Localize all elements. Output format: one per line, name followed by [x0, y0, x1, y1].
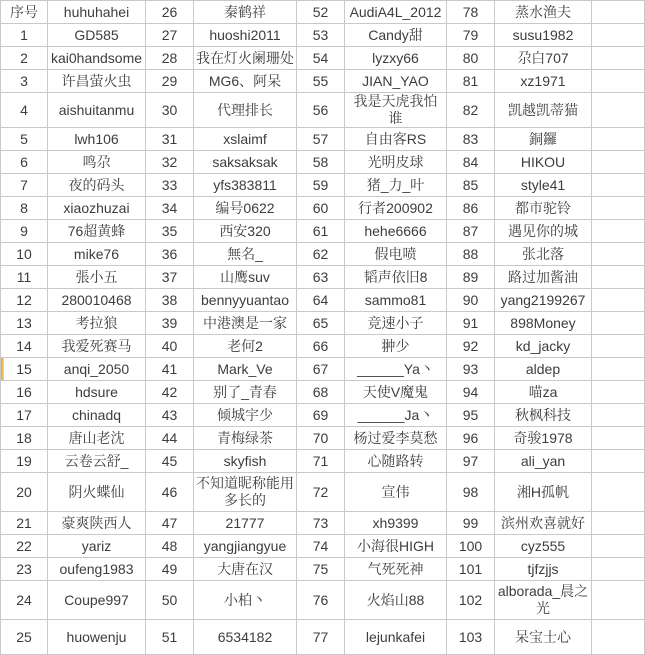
serial-cell[interactable]: 103 — [447, 620, 495, 655]
serial-cell[interactable]: 84 — [447, 151, 495, 174]
username-cell[interactable]: 我是天虎我怕谁 — [345, 93, 447, 128]
username-cell[interactable]: tjfzjjs — [495, 558, 592, 581]
serial-cell[interactable]: 94 — [447, 381, 495, 404]
serial-cell[interactable]: 55 — [297, 70, 345, 93]
table-row — [1, 70, 645, 93]
serial-cell[interactable]: 76 — [297, 581, 345, 620]
username-cell[interactable]: 鸣尕 — [48, 151, 146, 174]
empty-cell[interactable] — [592, 1, 645, 24]
serial-cell[interactable]: 18 — [1, 427, 48, 450]
username-cell[interactable]: 奇骏1978 — [495, 427, 592, 450]
username-cell[interactable]: 凯越凯蒂猫 — [495, 93, 592, 128]
empty-cell[interactable] — [592, 335, 645, 358]
username-cell[interactable]: 張小五 — [48, 266, 146, 289]
serial-cell[interactable]: 50 — [146, 581, 194, 620]
username-cell[interactable]: 西安320 — [194, 220, 297, 243]
username-cell[interactable]: 豪爽陕西人 — [48, 512, 146, 535]
serial-cell[interactable]: 40 — [146, 335, 194, 358]
username-cell[interactable]: AudiA4L_2012 — [345, 1, 447, 24]
username-cell[interactable]: 自由客RS — [345, 128, 447, 151]
serial-cell[interactable]: 48 — [146, 535, 194, 558]
serial-cell[interactable]: 21 — [1, 512, 48, 535]
serial-cell[interactable]: 67 — [297, 358, 345, 381]
serial-cell[interactable]: 44 — [146, 427, 194, 450]
serial-cell[interactable]: 47 — [146, 512, 194, 535]
username-cell[interactable]: 銅鑼 — [495, 128, 592, 151]
username-cell[interactable]: 编号0622 — [194, 197, 297, 220]
serial-cell[interactable]: 66 — [297, 335, 345, 358]
username-cell[interactable]: 行者200902 — [345, 197, 447, 220]
serial-cell[interactable]: 56 — [297, 93, 345, 128]
serial-cell[interactable]: 46 — [146, 473, 194, 512]
serial-cell[interactable]: 5 — [1, 128, 48, 151]
username-cell[interactable]: 秋枫科技 — [495, 404, 592, 427]
username-cell[interactable]: 我在灯火阑珊处 — [194, 47, 297, 70]
username-cell[interactable]: xslaimf — [194, 128, 297, 151]
username-cell[interactable]: yariz — [48, 535, 146, 558]
username-cell[interactable]: Mark_Ve — [194, 358, 297, 381]
serial-cell[interactable]: 16 — [1, 381, 48, 404]
table-row — [1, 151, 645, 174]
username-cell[interactable]: 猪_力_叶 — [345, 174, 447, 197]
serial-cell[interactable]: 36 — [146, 243, 194, 266]
serial-cell[interactable]: 14 — [1, 335, 48, 358]
serial-cell[interactable]: 78 — [447, 1, 495, 24]
username-cell[interactable]: ______Ya丶 — [345, 358, 447, 381]
username-cell[interactable]: 火焰山88 — [345, 581, 447, 620]
username-cell[interactable]: huhuhahei — [48, 1, 146, 24]
empty-cell[interactable] — [592, 24, 645, 47]
serial-cell[interactable]: 33 — [146, 174, 194, 197]
username-cell[interactable]: 翀少 — [345, 335, 447, 358]
serial-cell[interactable]: 2 — [1, 47, 48, 70]
serial-cell[interactable]: 53 — [297, 24, 345, 47]
serial-cell[interactable]: 17 — [1, 404, 48, 427]
username-cell[interactable]: yang2199267 — [495, 289, 592, 312]
serial-cell[interactable]: 39 — [146, 312, 194, 335]
table-row — [1, 535, 645, 558]
serial-cell[interactable]: 41 — [146, 358, 194, 381]
serial-cell[interactable]: 52 — [297, 1, 345, 24]
serial-cell[interactable]: 24 — [1, 581, 48, 620]
username-cell[interactable]: 考拉狼 — [48, 312, 146, 335]
username-cell[interactable]: 宣伟 — [345, 473, 447, 512]
username-cell[interactable]: chinadq — [48, 404, 146, 427]
username-cell[interactable]: susu1982 — [495, 24, 592, 47]
serial-cell[interactable]: 19 — [1, 450, 48, 473]
serial-cell[interactable]: 85 — [447, 174, 495, 197]
username-cell[interactable]: cyz555 — [495, 535, 592, 558]
table-row — [1, 404, 645, 427]
serial-cell[interactable]: 58 — [297, 151, 345, 174]
serial-cell[interactable]: 15 — [1, 358, 48, 381]
table-row — [1, 289, 645, 312]
table-row — [1, 473, 645, 512]
table-row — [1, 358, 645, 381]
empty-cell[interactable] — [592, 358, 645, 381]
serial-cell[interactable]: 65 — [297, 312, 345, 335]
username-cell[interactable]: aldep — [495, 358, 592, 381]
username-cell[interactable]: kd_jacky — [495, 335, 592, 358]
table-row — [1, 312, 645, 335]
empty-cell[interactable] — [592, 581, 645, 620]
username-cell[interactable]: 喵za — [495, 381, 592, 404]
username-cell[interactable]: 小柏丶 — [194, 581, 297, 620]
username-cell[interactable]: kai0handsome — [48, 47, 146, 70]
serial-cell[interactable]: 10 — [1, 243, 48, 266]
username-cell[interactable]: yangjiangyue — [194, 535, 297, 558]
username-cell[interactable]: sammo81 — [345, 289, 447, 312]
empty-cell[interactable] — [592, 312, 645, 335]
username-cell[interactable]: 青梅绿茶 — [194, 427, 297, 450]
username-cell[interactable]: MG6、阿呆 — [194, 70, 297, 93]
serial-cell[interactable]: 61 — [297, 220, 345, 243]
serial-cell[interactable]: 70 — [297, 427, 345, 450]
empty-cell[interactable] — [592, 266, 645, 289]
username-cell[interactable]: saksaksak — [194, 151, 297, 174]
serial-cell[interactable]: 95 — [447, 404, 495, 427]
serial-cell[interactable]: 101 — [447, 558, 495, 581]
serial-cell[interactable]: 11 — [1, 266, 48, 289]
username-cell[interactable]: 云卷云舒_ — [48, 450, 146, 473]
username-cell[interactable]: lejunkafei — [345, 620, 447, 655]
serial-cell[interactable]: 102 — [447, 581, 495, 620]
username-cell[interactable]: 天使V魔鬼 — [345, 381, 447, 404]
username-cell[interactable]: 我爱死赛马 — [48, 335, 146, 358]
table-row — [1, 558, 645, 581]
serial-cell[interactable]: 100 — [447, 535, 495, 558]
table-row — [1, 581, 645, 620]
username-cell[interactable]: 代理排长 — [194, 93, 297, 128]
username-cell[interactable]: 秦鹤祥 — [194, 1, 297, 24]
username-cell[interactable]: 许昌萤火虫 — [48, 70, 146, 93]
username-cell[interactable]: GD585 — [48, 24, 146, 47]
empty-cell[interactable] — [592, 243, 645, 266]
serial-cell[interactable]: 72 — [297, 473, 345, 512]
serial-cell[interactable]: 99 — [447, 512, 495, 535]
serial-cell[interactable]: 62 — [297, 243, 345, 266]
table-row — [1, 266, 645, 289]
serial-cell[interactable]: 28 — [146, 47, 194, 70]
empty-cell[interactable] — [592, 404, 645, 427]
empty-cell[interactable] — [592, 535, 645, 558]
serial-cell[interactable]: 8 — [1, 197, 48, 220]
serial-cell[interactable]: 3 — [1, 70, 48, 93]
username-cell[interactable]: xz1971 — [495, 70, 592, 93]
serial-cell[interactable]: 42 — [146, 381, 194, 404]
serial-cell[interactable]: 89 — [447, 266, 495, 289]
serial-cell[interactable]: 20 — [1, 473, 48, 512]
serial-cell[interactable]: 30 — [146, 93, 194, 128]
serial-cell[interactable]: 57 — [297, 128, 345, 151]
username-cell[interactable]: xh9399 — [345, 512, 447, 535]
serial-cell[interactable]: 13 — [1, 312, 48, 335]
username-cell[interactable]: 心随路转 — [345, 450, 447, 473]
username-cell[interactable]: 898Money — [495, 312, 592, 335]
empty-cell[interactable] — [592, 93, 645, 128]
table-row — [1, 620, 645, 655]
serial-cell[interactable]: 9 — [1, 220, 48, 243]
username-cell[interactable]: 气死死神 — [345, 558, 447, 581]
serial-cell[interactable]: 6 — [1, 151, 48, 174]
serial-cell[interactable]: 92 — [447, 335, 495, 358]
username-cell[interactable]: 蒸水渔夫 — [495, 1, 592, 24]
serial-cell[interactable]: 88 — [447, 243, 495, 266]
table-row — [1, 1, 645, 24]
serial-cell[interactable]: 7 — [1, 174, 48, 197]
username-cell[interactable]: 唐山老沈 — [48, 427, 146, 450]
username-cell[interactable]: alborada_晨之光 — [495, 581, 592, 620]
username-cell[interactable]: 路过加酱油 — [495, 266, 592, 289]
serial-cell[interactable]: 27 — [146, 24, 194, 47]
username-cell[interactable]: skyfish — [194, 450, 297, 473]
table-row — [1, 512, 645, 535]
username-cell[interactable]: 中港澳是一家 — [194, 312, 297, 335]
serial-cell[interactable]: 51 — [146, 620, 194, 655]
username-cell[interactable]: 6534182 — [194, 620, 297, 655]
username-cell[interactable]: 倾城宇少 — [194, 404, 297, 427]
serial-cell[interactable]: 43 — [146, 404, 194, 427]
serial-cell[interactable]: 29 — [146, 70, 194, 93]
serial-cell[interactable]: 35 — [146, 220, 194, 243]
username-cell[interactable]: lyzxy66 — [345, 47, 447, 70]
username-cell[interactable]: Coupe997 — [48, 581, 146, 620]
serial-cell[interactable]: 63 — [297, 266, 345, 289]
serial-cell[interactable]: 71 — [297, 450, 345, 473]
table-row — [1, 381, 645, 404]
serial-cell[interactable]: 75 — [297, 558, 345, 581]
empty-cell[interactable] — [592, 558, 645, 581]
serial-cell[interactable]: 74 — [297, 535, 345, 558]
table-row — [1, 450, 645, 473]
serial-cell[interactable]: 69 — [297, 404, 345, 427]
username-cell[interactable]: anqi_2050 — [48, 358, 146, 381]
username-cell[interactable]: ali_yan — [495, 450, 592, 473]
serial-cell[interactable]: 26 — [146, 1, 194, 24]
username-cell[interactable]: 杨过爱李莫愁 — [345, 427, 447, 450]
username-cell[interactable]: oufeng1983 — [48, 558, 146, 581]
serial-cell[interactable]: 22 — [1, 535, 48, 558]
table-row — [1, 128, 645, 151]
serial-cell[interactable]: 73 — [297, 512, 345, 535]
username-cell[interactable]: 大唐在汉 — [194, 558, 297, 581]
username-cell[interactable]: 尕白707 — [495, 47, 592, 70]
table-body — [1, 1, 645, 655]
username-cell[interactable]: yfs383811 — [194, 174, 297, 197]
table-row — [1, 197, 645, 220]
username-cell[interactable]: 老何2 — [194, 335, 297, 358]
table-row — [1, 47, 645, 70]
username-cell[interactable]: hehe6666 — [345, 220, 447, 243]
empty-cell[interactable] — [592, 512, 645, 535]
username-cell[interactable]: 竞速小子 — [345, 312, 447, 335]
username-cell[interactable]: huoshi2011 — [194, 24, 297, 47]
serial-cell[interactable]: 82 — [447, 93, 495, 128]
username-cell[interactable]: xiaozhuzai — [48, 197, 146, 220]
username-cell[interactable]: 张北落 — [495, 243, 592, 266]
username-cell[interactable]: JIAN_YAO — [345, 70, 447, 93]
serial-cell[interactable]: 93 — [447, 358, 495, 381]
empty-cell[interactable] — [592, 427, 645, 450]
serial-cell[interactable]: 80 — [447, 47, 495, 70]
username-cell[interactable]: hdsure — [48, 381, 146, 404]
serial-cell[interactable]: 59 — [297, 174, 345, 197]
serial-cell[interactable]: 91 — [447, 312, 495, 335]
table-row — [1, 174, 645, 197]
username-cell[interactable]: aishuitanmu — [48, 93, 146, 128]
username-cell[interactable]: 阴火蝶仙 — [48, 473, 146, 512]
table-row — [1, 93, 645, 128]
serial-cell[interactable]: 87 — [447, 220, 495, 243]
empty-cell[interactable] — [592, 289, 645, 312]
serial-cell[interactable]: 68 — [297, 381, 345, 404]
table-row — [1, 335, 645, 358]
username-cell[interactable]: 湘H孤帆 — [495, 473, 592, 512]
empty-cell[interactable] — [592, 70, 645, 93]
username-cell[interactable]: 滨州欢喜就好 — [495, 512, 592, 535]
username-cell[interactable]: 呆宝士心 — [495, 620, 592, 655]
empty-cell[interactable] — [592, 381, 645, 404]
serial-cell[interactable]: 45 — [146, 450, 194, 473]
username-cell[interactable]: 光明皮球 — [345, 151, 447, 174]
empty-cell[interactable] — [592, 47, 645, 70]
username-cell[interactable]: 小海很HIGH — [345, 535, 447, 558]
serial-cell[interactable]: 25 — [1, 620, 48, 655]
serial-cell[interactable]: 86 — [447, 197, 495, 220]
username-cell[interactable]: 遇见你的城 — [495, 220, 592, 243]
serial-cell[interactable]: 77 — [297, 620, 345, 655]
empty-cell[interactable] — [592, 128, 645, 151]
username-cell[interactable]: style41 — [495, 174, 592, 197]
serial-cell[interactable]: 38 — [146, 289, 194, 312]
empty-cell[interactable] — [592, 151, 645, 174]
serial-cell[interactable]: 23 — [1, 558, 48, 581]
serial-header-cell[interactable]: 序号 — [1, 1, 48, 24]
username-cell[interactable]: Candy甜 — [345, 24, 447, 47]
username-cell[interactable]: 無名_ — [194, 243, 297, 266]
username-cell[interactable]: huowenju — [48, 620, 146, 655]
username-cell[interactable]: lwh106 — [48, 128, 146, 151]
serial-cell[interactable]: 4 — [1, 93, 48, 128]
serial-cell[interactable]: 98 — [447, 473, 495, 512]
serial-cell[interactable]: 79 — [447, 24, 495, 47]
serial-cell[interactable]: 83 — [447, 128, 495, 151]
empty-cell[interactable] — [592, 197, 645, 220]
serial-cell[interactable]: 90 — [447, 289, 495, 312]
serial-cell[interactable]: 64 — [297, 289, 345, 312]
username-cell[interactable]: mike76 — [48, 243, 146, 266]
empty-cell[interactable] — [592, 620, 645, 655]
empty-cell[interactable] — [592, 473, 645, 512]
table-row — [1, 427, 645, 450]
username-cell[interactable]: 都市驼铃 — [495, 197, 592, 220]
username-cell[interactable]: ______Ja丶 — [345, 404, 447, 427]
serial-cell[interactable]: 32 — [146, 151, 194, 174]
table-row — [1, 243, 645, 266]
table-row — [1, 24, 645, 47]
serial-cell[interactable]: 60 — [297, 197, 345, 220]
table-row — [1, 220, 645, 243]
serial-cell[interactable]: 37 — [146, 266, 194, 289]
username-cell[interactable]: 280010468 — [48, 289, 146, 312]
serial-cell[interactable]: 31 — [146, 128, 194, 151]
username-cell[interactable]: bennyyuantao — [194, 289, 297, 312]
serial-cell[interactable]: 54 — [297, 47, 345, 70]
serial-cell[interactable]: 96 — [447, 427, 495, 450]
empty-cell[interactable] — [592, 450, 645, 473]
username-cell[interactable]: 假电喷 — [345, 243, 447, 266]
username-cell[interactable]: 夜的码头 — [48, 174, 146, 197]
empty-cell[interactable] — [592, 174, 645, 197]
empty-cell[interactable] — [592, 220, 645, 243]
serial-cell[interactable]: 12 — [1, 289, 48, 312]
username-cell[interactable]: 别了_青春 — [194, 381, 297, 404]
username-cell[interactable]: 76超黄蜂 — [48, 220, 146, 243]
username-cell[interactable]: HIKOU — [495, 151, 592, 174]
username-cell[interactable]: 韬声依旧8 — [345, 266, 447, 289]
username-cell[interactable]: 21777 — [194, 512, 297, 535]
row-selection-marker — [1, 358, 4, 380]
serial-cell[interactable]: 97 — [447, 450, 495, 473]
username-cell[interactable]: 不知道昵称能用多长的 — [194, 473, 297, 512]
serial-cell[interactable]: 49 — [146, 558, 194, 581]
serial-cell[interactable]: 1 — [1, 24, 48, 47]
serial-cell[interactable]: 81 — [447, 70, 495, 93]
serial-cell[interactable]: 34 — [146, 197, 194, 220]
username-cell[interactable]: 山鹰suv — [194, 266, 297, 289]
